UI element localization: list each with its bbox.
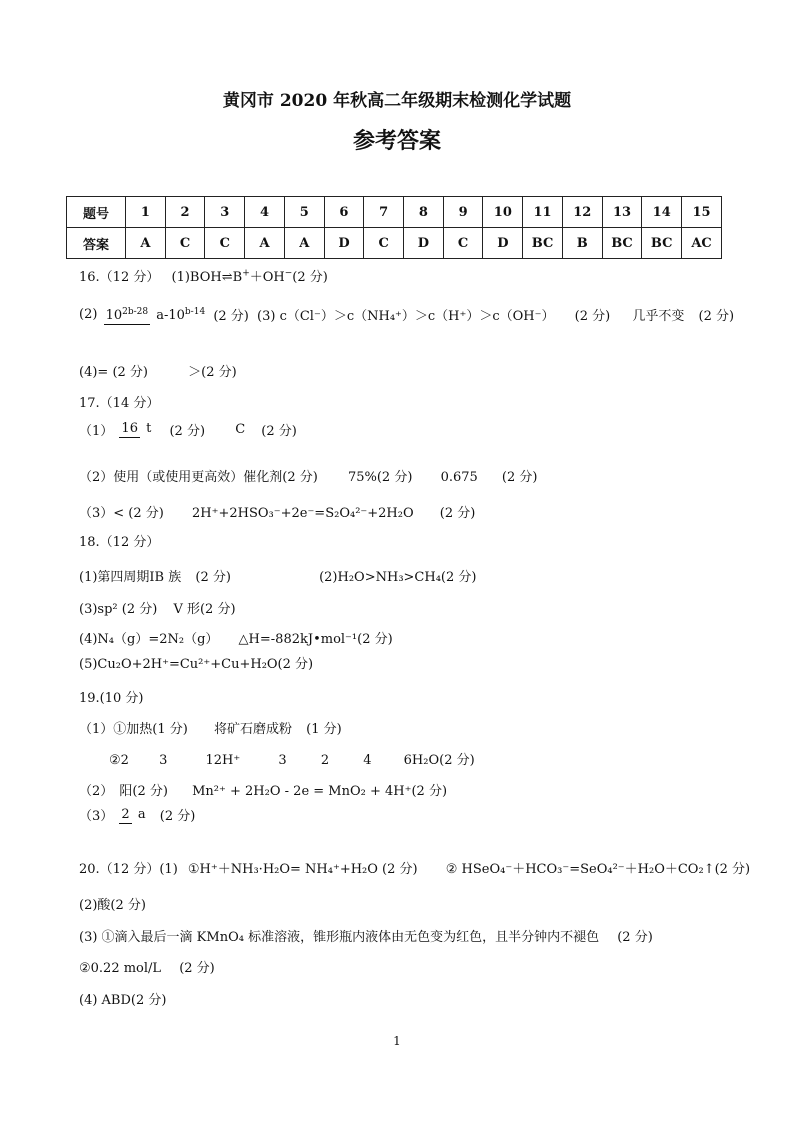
q20-line2: (2)酸(2 分) xyxy=(79,898,146,913)
question-number-cell: 15 xyxy=(682,197,722,228)
q20-p3-b: ②0.22 mol/L xyxy=(79,961,162,976)
equilibrium-arrow: ⇌ xyxy=(221,270,233,285)
q18-line1 xyxy=(79,566,476,585)
q20-p1-a: ①H⁺＋NH₃·H₂O= NH₄⁺+H₂O (2 分) xyxy=(187,862,418,877)
q19-fraction xyxy=(119,807,147,824)
q17-p2-c: 0.675 xyxy=(440,470,478,485)
document-title: 黄冈市 2020 年秋高二年级期末检测化学试题 xyxy=(222,91,572,111)
answer-cell: A xyxy=(245,228,285,259)
answer-cell: BC xyxy=(523,228,563,259)
q16-p1-minus: − xyxy=(284,268,293,279)
q16-fraction xyxy=(104,304,208,325)
q16-p1-score: (2 分) xyxy=(292,270,328,285)
answer-cell: C xyxy=(443,228,483,259)
q17-p1-b-score: (2 分) xyxy=(261,424,297,439)
q19-p12-g: 6H₂O(2 分) xyxy=(403,753,475,768)
q17-p2-b: 75%(2 分) xyxy=(347,470,413,485)
q17-line2 xyxy=(79,466,537,485)
question-number-cell: 10 xyxy=(483,197,523,228)
q16-p2-score: (2 分) xyxy=(213,309,249,325)
q20-p1-b: ② HSeO₄⁻＋HCO₃⁻=SeO₄²⁻＋H₂O＋CO₂↑(2 分) xyxy=(445,862,751,877)
q16-p3-extra-score: (2 分) xyxy=(698,309,735,325)
q18-p1-a: (1)第四周期IB 族 xyxy=(79,570,182,585)
q18-line3 xyxy=(79,628,393,647)
q18-p4-a: (4)N₄（g）=2N₂（g） xyxy=(79,632,219,647)
q20-line5: (4) ABD(2 分) xyxy=(79,993,167,1008)
q18-line2 xyxy=(79,598,236,617)
q16-frac-den-exp: b-14 xyxy=(184,307,206,317)
q18-head: 18.（12 分） xyxy=(79,535,160,550)
q18-p4-b: △H=-882kJ•mol⁻¹(2 分) xyxy=(238,632,393,647)
answer-cell: A xyxy=(126,228,166,259)
q17-p3-score: (2 分) xyxy=(439,506,476,521)
q16-frac-num-exp: 2b-28 xyxy=(122,307,149,317)
q17-fraction xyxy=(119,421,153,438)
q20-p3-score: (2 分) xyxy=(617,930,653,945)
q18-p3-b: V 形(2 分) xyxy=(173,602,236,617)
q19-line3 xyxy=(79,780,447,799)
answer-cell: C xyxy=(165,228,205,259)
q20-line1 xyxy=(79,858,750,877)
q19-p1-a: （1）①加热(1 分) xyxy=(79,722,188,737)
q19-p12-b: 3 xyxy=(159,753,168,768)
q18-p3: (3)sp² (2 分) xyxy=(79,602,158,617)
q20-head: 20.（12 分）(1) xyxy=(79,862,178,877)
answer-cell: AC xyxy=(682,228,722,259)
answer-cell: C xyxy=(364,228,404,259)
q19-p3-score: (2 分) xyxy=(159,809,196,824)
q17-head: 17.（14 分） xyxy=(79,396,160,411)
q19-p2-a: （2） xyxy=(79,784,114,799)
q16-p1-mid: ＋OH xyxy=(249,270,285,285)
q16-frac-num: 10 xyxy=(105,308,123,324)
q19-line1 xyxy=(79,718,342,737)
answer-table xyxy=(66,196,722,259)
q16-line3 xyxy=(79,361,237,380)
table-row xyxy=(67,197,722,228)
q19-p3-label: （3） xyxy=(79,809,114,824)
q16-p1-pre: (1)BOH xyxy=(171,270,222,285)
answer-cell: BC xyxy=(602,228,642,259)
answer-cell: C xyxy=(205,228,245,259)
q17-p2-c-score: (2 分) xyxy=(501,470,538,485)
q17-line3 xyxy=(79,502,475,521)
question-number-cell: 5 xyxy=(284,197,324,228)
table-row xyxy=(67,228,722,259)
q16-p1-plus: + xyxy=(242,268,250,279)
q16-line2 xyxy=(79,304,734,325)
q17-frac-num: 16 xyxy=(121,421,138,436)
q16-line1 xyxy=(79,266,328,285)
q19-line2 xyxy=(109,749,475,768)
q18-p1-b: (2)H₂O>NH₃>CH₄(2 分) xyxy=(319,570,477,585)
q17-frac-den: t xyxy=(146,421,152,436)
question-number-cell: 14 xyxy=(642,197,682,228)
q17-p3-a: （3）< (2 分) xyxy=(79,506,164,521)
answer-cell: D xyxy=(483,228,523,259)
question-number-cell: 13 xyxy=(602,197,642,228)
answer-cell: B xyxy=(562,228,602,259)
q17-line1 xyxy=(79,420,297,439)
q19-p12-f: 4 xyxy=(363,753,372,768)
question-number-cell: 12 xyxy=(562,197,602,228)
answer-cell: BC xyxy=(642,228,682,259)
row-label-number: 题号 xyxy=(67,197,126,228)
question-number-cell: 6 xyxy=(324,197,364,228)
row-label-answer: 答案 xyxy=(67,228,126,259)
q17-p1-score: (2 分) xyxy=(169,424,206,439)
q19-p12-e: 2 xyxy=(320,753,330,768)
q17-p1-label: （1） xyxy=(79,424,114,439)
q16-frac-den: a-10 xyxy=(156,308,185,324)
question-number-cell: 9 xyxy=(443,197,483,228)
q17-p1-b: C xyxy=(235,422,246,437)
q19-p12-a: ②2 xyxy=(109,753,129,768)
q18-line4: (5)Cu₂O+2H⁺=Cu²⁺+Cu+H₂O(2 分) xyxy=(79,657,314,672)
q19-p2-b: 阳(2 分) xyxy=(119,784,168,799)
q19-frac-den: a xyxy=(137,807,146,822)
q19-head: 19.(10 分) xyxy=(79,691,144,706)
q16-head: 16.（12 分） xyxy=(79,270,160,285)
question-number-cell: 1 xyxy=(126,197,166,228)
answer-cell: D xyxy=(324,228,364,259)
question-number-cell: 11 xyxy=(523,197,563,228)
q18-p1-a-score: (2 分) xyxy=(195,570,231,585)
q16-p4-a: (4)= (2 分) xyxy=(79,365,148,380)
q19-line4 xyxy=(79,805,195,824)
document-subtitle: 参考答案 xyxy=(352,128,441,154)
q16-p3-text: (3) c（Cl⁻）＞c（NH₄⁺）＞c（H⁺）＞c（OH⁻） xyxy=(257,309,555,325)
q19-frac-num: 2 xyxy=(121,807,130,822)
answer-cell: D xyxy=(404,228,444,259)
q20-line3 xyxy=(79,926,653,945)
q16-p2-label: (2) xyxy=(79,307,98,323)
q20-p3-b-score: (2 分) xyxy=(179,961,215,976)
q20-line4 xyxy=(79,957,215,976)
q19-p12-d: 3 xyxy=(278,753,287,768)
question-number-cell: 7 xyxy=(364,197,404,228)
answer-cell: A xyxy=(284,228,324,259)
q17-p2-text: （2）使用（或使用更高效）催化剂(2 分) xyxy=(79,470,318,485)
q19-p12-c: 12H⁺ xyxy=(205,753,241,768)
q20-p3: (3) ①滴入最后一滴 KMnO₄ 标准溶液，锥形瓶内液体由无色变为红色，且半分钟内不褪色 xyxy=(79,930,600,945)
q19-p1-b: 将矿石磨成粉 xyxy=(213,722,292,737)
question-number-cell: 2 xyxy=(165,197,205,228)
q19-p2-c: Mn²⁺ + 2H₂O - 2e = MnO₂ + 4H⁺(2 分) xyxy=(192,784,448,799)
question-number-cell: 4 xyxy=(245,197,285,228)
q16-p4-b: ＞(2 分) xyxy=(188,365,237,380)
q19-p1-b-score: (1 分) xyxy=(306,722,342,737)
question-number-cell: 8 xyxy=(404,197,444,228)
page-number: 1 xyxy=(393,1034,401,1048)
q16-p1-b: B xyxy=(232,270,243,285)
question-number-cell: 3 xyxy=(205,197,245,228)
q16-p3-score: (2 分) xyxy=(574,309,611,325)
q16-p3-extra: 几乎不变 xyxy=(632,309,685,325)
q17-p3-eq: 2H⁺+2HSO₃⁻+2e⁻=S₂O₄²⁻+2H₂O xyxy=(191,506,414,521)
